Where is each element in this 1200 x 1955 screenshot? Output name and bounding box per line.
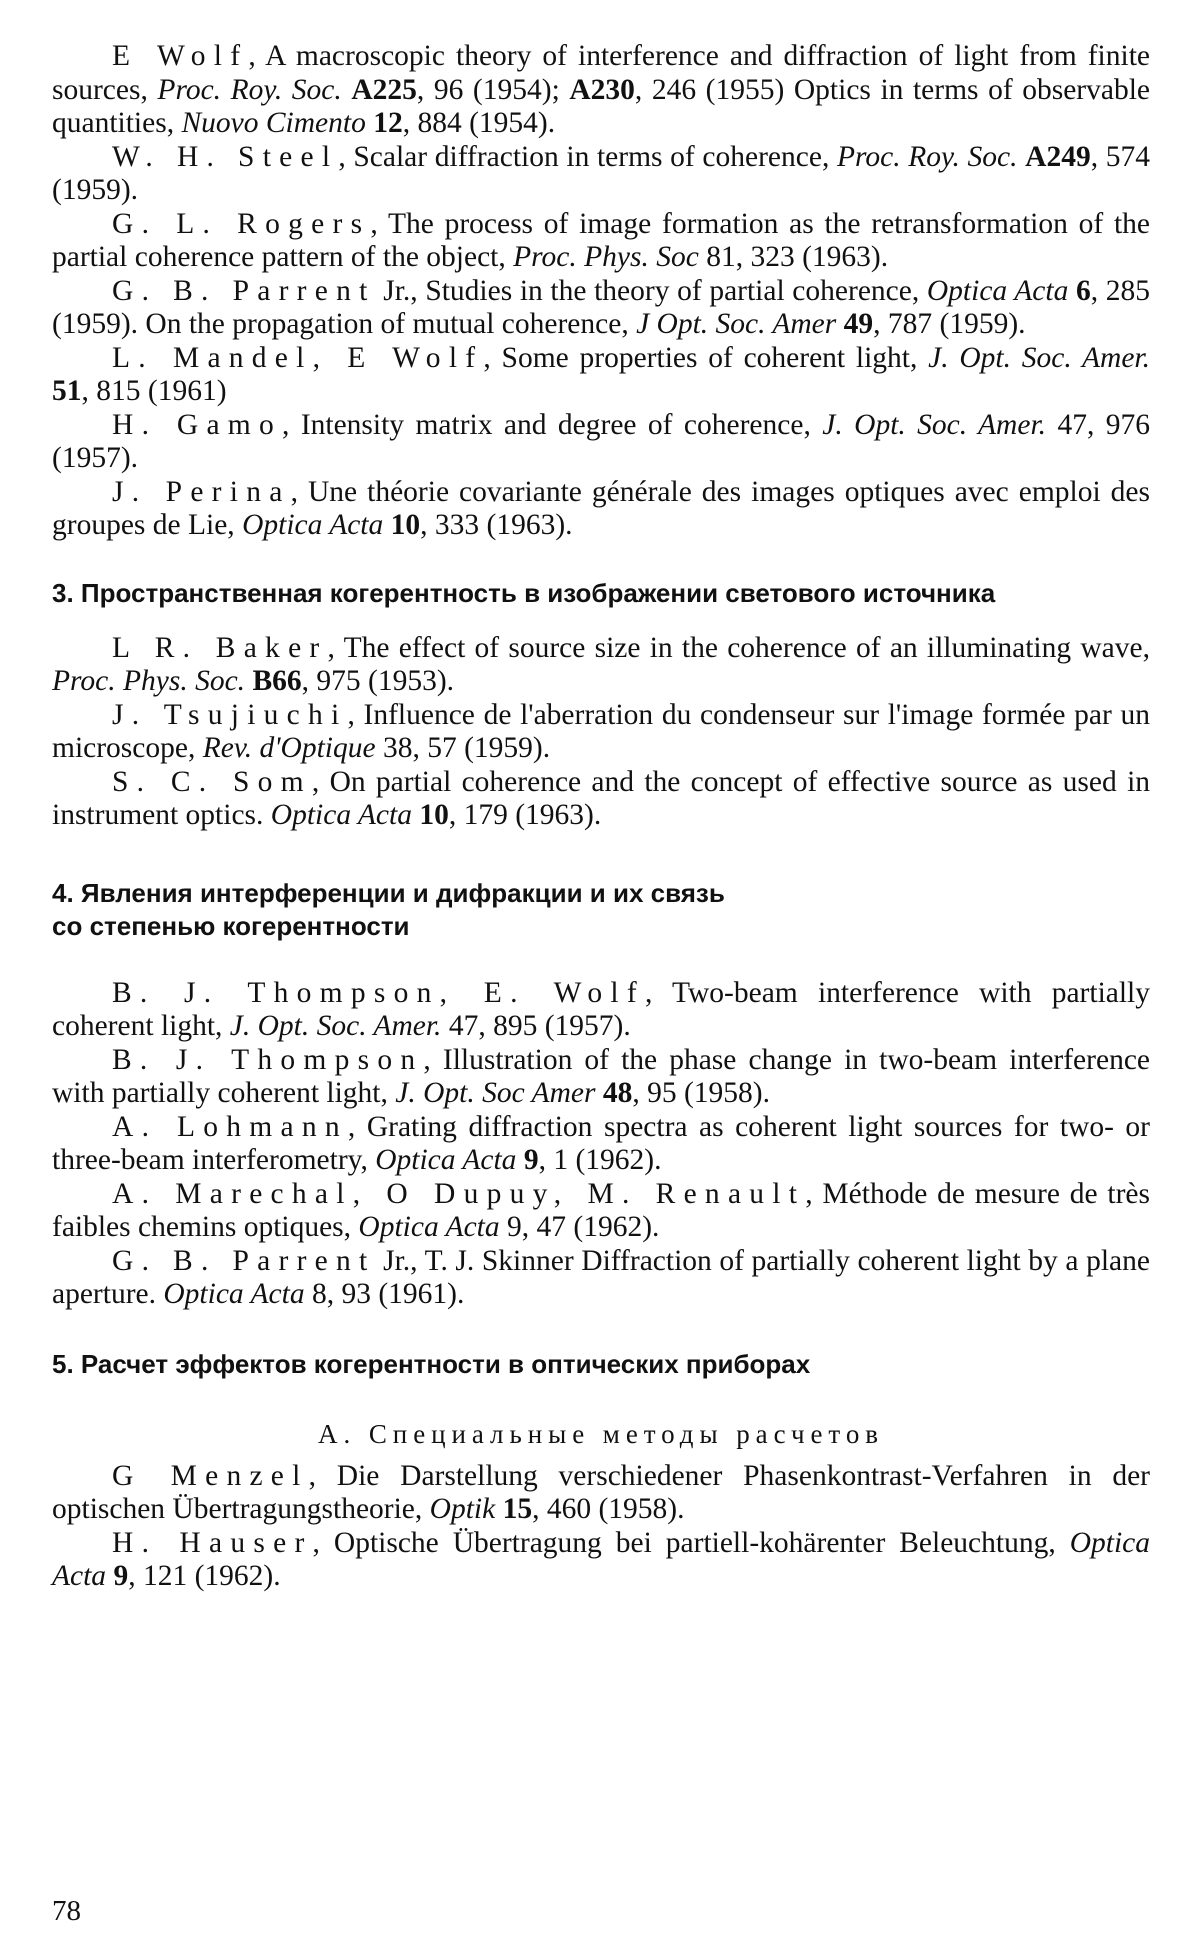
- reference-author: G. B. Parrent: [112, 274, 376, 307]
- reference-author: A. Lohmann: [112, 1110, 348, 1143]
- reference-author: G Menzel: [112, 1459, 309, 1492]
- reference-text: 8, 93 (1961).: [304, 1278, 465, 1310]
- reference-text: , 787 (1959).: [873, 308, 1026, 340]
- journal-name: Optica Acta: [52, 1526, 1150, 1592]
- reference-text: [495, 1493, 502, 1525]
- reference-text: , 95 (1958).: [632, 1077, 770, 1109]
- reference-entry: [52, 1111, 1150, 1178]
- volume-number: B66: [252, 665, 302, 697]
- page-number: 78: [52, 1895, 81, 1927]
- reference-separator: ,: [308, 1459, 337, 1492]
- reference-separator: ,: [248, 40, 266, 72]
- volume-number: 10: [390, 509, 421, 541]
- reference-separator: ,: [312, 1526, 334, 1559]
- reference-text: 47, 895 (1957).: [441, 1010, 631, 1042]
- reference-separator: ,: [370, 207, 388, 240]
- reference-text: , 96 (1954);: [416, 73, 570, 106]
- section-heading-5: 5. Расчет эффектов когерентности в оптических приборах: [52, 1348, 811, 1379]
- reference-separator: ,: [327, 631, 344, 664]
- reference-author: J. Tsujiuchi: [112, 698, 348, 731]
- reference-separator: ,: [290, 475, 308, 508]
- reference-entry: [52, 632, 1150, 699]
- journal-name: Optica Acta: [163, 1278, 305, 1310]
- journal-name: Proc. Roy. Soc.: [157, 73, 342, 106]
- reference-text: , 121 (1962).: [128, 1560, 281, 1592]
- journal-name: J. Opt. Soc. Amer.: [822, 408, 1047, 441]
- journal-name: Proc. Roy. Soc.: [836, 140, 1018, 173]
- reference-author: L R. Baker: [112, 631, 328, 664]
- section-heading-4-line2: со степенью когерентности: [52, 910, 410, 941]
- volume-number: A225: [351, 73, 417, 106]
- reference-entry: [52, 141, 1150, 208]
- reference-entry: [52, 1178, 1150, 1245]
- reference-separator: ,: [347, 698, 364, 731]
- volume-number: 51: [52, 375, 82, 407]
- reference-text: [595, 1077, 602, 1109]
- reference-text: A macroscopic theory of interference and diffraction of light from finite sources,: [52, 40, 1150, 106]
- journal-name: Optik: [429, 1493, 496, 1525]
- reference-text: [1068, 275, 1076, 307]
- reference-separator: Jr.,: [375, 274, 426, 307]
- reference-author: G. B. Parrent: [112, 1244, 376, 1277]
- reference-separator: ,: [347, 1110, 367, 1143]
- reference-text: [516, 1144, 523, 1176]
- reference-entry: [52, 275, 1150, 342]
- reference-text: On partial coherence and the concept of effective source as used in instrument optics.: [52, 765, 1151, 831]
- volume-number: 9: [113, 1560, 129, 1592]
- section-heading-4-line1: 4. Явления интерференции и дифракции и их связь: [52, 877, 725, 908]
- reference-text: Optische Übertragung bei partiell-kohärenter Beleuchtung,: [333, 1526, 1070, 1559]
- reference-separator: ,: [282, 408, 301, 441]
- journal-name: Optica Acta: [270, 799, 412, 831]
- journal-name: Rev. d'Optique: [202, 732, 376, 764]
- reference-entry: [52, 977, 1150, 1044]
- volume-number: A249: [1025, 140, 1091, 173]
- volume-number: 6: [1076, 274, 1091, 307]
- reference-text: Grating diffraction spectra as coherent light sources for two- or three-beam interferometry,: [52, 1110, 1151, 1176]
- reference-author: S. C. Som: [112, 765, 312, 798]
- reference-separator: ,: [805, 1177, 823, 1210]
- reference-entry: [52, 1460, 1150, 1527]
- reference-text: , 179 (1963).: [448, 799, 602, 831]
- reference-text: [836, 308, 843, 340]
- subsection-heading: А. Специальные методы расчетов: [318, 1418, 884, 1449]
- reference-author: J. Perina: [112, 475, 291, 508]
- journal-name: Optica Acta: [242, 509, 384, 541]
- reference-entry: [52, 699, 1150, 766]
- reference-author: B. J. Thompson: [112, 1043, 424, 1076]
- volume-number: 12: [373, 107, 403, 139]
- reference-entry: [52, 1245, 1150, 1312]
- volume-number: 10: [419, 799, 449, 831]
- volume-number: 15: [502, 1493, 533, 1525]
- volume-number: 9: [523, 1144, 539, 1176]
- reference-list: [52, 977, 1150, 1312]
- journal-name: J. Opt. Soc. Amer.: [229, 1010, 442, 1042]
- reference-author: B. J. Thompson, E. Wolf: [112, 976, 645, 1009]
- journal-name: J. Opt. Soc. Amer.: [928, 341, 1150, 374]
- reference-entry: [52, 1044, 1150, 1111]
- journal-name: J Opt. Soc. Amer: [636, 308, 837, 340]
- reference-text: [383, 509, 390, 541]
- reference-text: Die Darstellung verschiedener Phasenkontrast-Verfahren in der optischen Übertragungstheorie,: [52, 1459, 1151, 1525]
- reference-separator: ,: [423, 1043, 443, 1076]
- reference-separator: ,: [644, 976, 673, 1009]
- reference-entry: [52, 1527, 1150, 1594]
- reference-list: [52, 40, 1150, 543]
- reference-text: , 1 (1962).: [538, 1144, 662, 1176]
- reference-text: 81, 323 (1963).: [698, 241, 889, 273]
- reference-text: Méthode de mesure de très faibles chemins optiques,: [52, 1177, 1150, 1243]
- reference-text: Some properties of coherent light,: [501, 341, 929, 374]
- reference-author: G. L. Rogers: [112, 207, 371, 240]
- reference-text: , 574 (1959).: [52, 140, 1150, 206]
- journal-name: Proc. Phys. Soc.: [52, 665, 246, 697]
- journal-name: Optica Acta: [926, 274, 1069, 307]
- reference-text: Intensity matrix and degree of coherence,: [300, 408, 823, 441]
- reference-text: The process of image formation as the retransformation of the partial coherence pattern of the object,: [52, 207, 1150, 273]
- reference-author: L. Mandel, E Wolf: [112, 341, 484, 374]
- reference-text: , 815 (1961): [81, 375, 227, 407]
- reference-entry: [52, 476, 1150, 543]
- volume-number: 48: [602, 1077, 633, 1109]
- reference-separator: ,: [311, 765, 330, 798]
- reference-text: Scalar diffraction in terms of coherence,: [353, 140, 837, 173]
- reference-text: Studies in the theory of partial coherence,: [425, 274, 927, 307]
- reference-entry: [52, 40, 1150, 141]
- journal-name: Nuovo Cimento: [181, 107, 366, 139]
- reference-text: , 884 (1954).: [402, 107, 556, 139]
- reference-text: The effect of source size in the coherence of an illuminating wave,: [343, 631, 1150, 664]
- reference-text: Diffraction of partially coherent light by a plane aperture.: [52, 1244, 1150, 1310]
- reference-text: 47, 976 (1957).: [52, 408, 1151, 474]
- reference-entry: [52, 766, 1150, 833]
- journal-name: Proc. Phys. Soc: [513, 241, 699, 273]
- reference-text: Illustration of the phase change in two-beam interference with partially coherent light,: [52, 1043, 1151, 1109]
- reference-author: W. H. Steel: [112, 140, 339, 173]
- reference-text: [1018, 141, 1026, 173]
- section-heading-3: 3. Пространственная когерентность в изображении светового источника: [52, 577, 996, 608]
- reference-separator: ,: [338, 140, 354, 173]
- reference-entry: [52, 208, 1150, 275]
- reference-list: [52, 632, 1150, 833]
- reference-text: Une théorie covariante générale des images optiques avec emploi des groupes de Lie,: [52, 475, 1151, 541]
- reference-text: [342, 74, 352, 106]
- reference-text: , 285 (1959). On the propagation of mutual coherence,: [52, 274, 1151, 340]
- reference-text: Two-beam interference with partially coherent light,: [52, 976, 1151, 1042]
- reference-separator: Jr., T. J. Skinner: [375, 1244, 582, 1277]
- reference-text: 38, 57 (1959).: [375, 732, 551, 764]
- reference-text: , 333 (1963).: [420, 509, 573, 541]
- reference-separator: ,: [483, 341, 502, 374]
- reference-text: , 246 (1955) Optics in terms of observable quantities,: [52, 73, 1151, 139]
- reference-text: , 975 (1953).: [301, 665, 455, 697]
- reference-author: H. Hauser: [112, 1526, 313, 1559]
- reference-text: Influence de l'aberration du condenseur sur l'image formée par un microscope,: [52, 698, 1150, 764]
- reference-list: [52, 1460, 1150, 1594]
- reference-text: , 460 (1958).: [532, 1493, 685, 1525]
- reference-text: 9, 47 (1962).: [499, 1211, 660, 1243]
- volume-number: A230: [569, 73, 635, 106]
- reference-author: E Wolf: [112, 40, 249, 72]
- reference-entry: [52, 342, 1150, 409]
- journal-name: Optica Acta: [375, 1144, 517, 1176]
- reference-author: H. Gamo: [112, 408, 283, 441]
- reference-author: A. Marechal, O Dupuy, M. Renault: [112, 1177, 806, 1210]
- journal-name: J. Opt. Soc Amer: [395, 1077, 596, 1109]
- reference-entry: [52, 409, 1150, 476]
- journal-name: Optica Acta: [358, 1211, 500, 1243]
- volume-number: 49: [843, 308, 874, 340]
